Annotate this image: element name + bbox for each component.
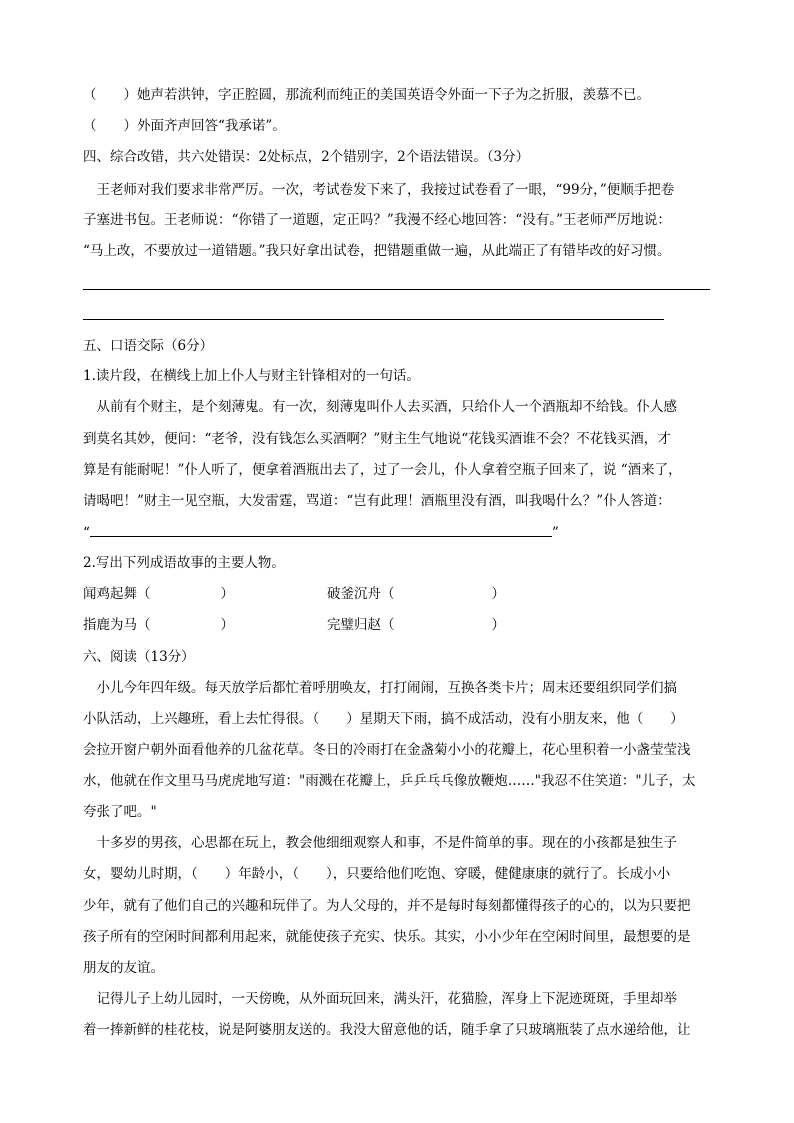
text-line: 王老师对我们要求非常严厉。一次，考试卷发下来了，我接过试卷看了一眼，“99分，”便顺手把卷 <box>83 182 675 198</box>
section-heading: 六、阅读（13分） <box>83 649 195 665</box>
text-line: 着一捧新鲜的桂花枝，说是阿婆朋友送的。我没大留意他的话，随手拿了只玻璃瓶装了点水递给他，让 <box>83 1022 691 1038</box>
close-paren: ） <box>220 586 234 602</box>
idiom-item <box>327 615 505 635</box>
text-line: 请喝吧！”财主一见空瓶，大发雷霆，骂道：“岂有此理！酒瓶里没有酒，叫我喝什么？”仆人答道： <box>83 493 671 509</box>
text-line: 少年，就有了他们自己的兴趣和玩伴了。为人父母的，并不是每时每刻都懂得孩子的心的，以为只要把 <box>83 898 691 914</box>
answer-row <box>83 522 559 543</box>
idiom-item <box>83 584 234 604</box>
text-line: 水，他就在作文里马马虎虎地写道："雨溅在花瓣上，乒乒乓乓像放鞭炮……"我忍不住笑道："儿子，太 <box>83 773 696 789</box>
idiom-label: 完璧归赵（ <box>327 617 395 633</box>
question-title: 2.写出下列成语故事的主要人物。 <box>83 555 285 571</box>
text-line: 小儿今年四年级。每天放学后都忙着呼朋唤友，打打闹闹，互换各类卡片；周末还要组织同学们搞 <box>83 680 677 696</box>
answer-line[interactable] <box>83 289 710 290</box>
text-line: （ ）她声若洪钟，字正腔圆，那流利而纯正的美国英语令外面一下子为之折服，羡慕不已。 <box>83 87 650 103</box>
text-line: 小队活动，上兴趣班，看上去忙得很。（ ）星期天下雨，搞不成活动，没有小朋友来，他（ ） <box>83 711 684 727</box>
text-line: 子塞进书包。王老师说：“你错了一道题，定正吗？”我漫不经心地回答：“没有。”王老师严厉地说： <box>83 212 671 228</box>
idiom-label: 指鹿为马（ <box>83 617 151 633</box>
text-line: 从前有个财主，是个刻薄鬼。有一次，刻薄鬼叫仆人去买酒，只给仆人一个酒瓶却不给钱。仆人感 <box>83 399 677 415</box>
idiom-label: 闻鸡起舞（ <box>83 586 151 602</box>
text-line: 夸张了吧。" <box>83 804 157 820</box>
idiom-item <box>327 584 505 604</box>
text-line: 到莫名其妙，便问：“老爷，没有钱怎么买酒啊？”财主生气地说“花钱买酒谁不会？不花钱买酒，才 <box>83 431 671 447</box>
text-line: 女，婴幼儿时期，（ ）年龄小，（ ），只要给他们吃饱、穿暖，健健康康的就行了。长成小小 <box>83 866 671 882</box>
text-line: 会拉开窗户朝外面看他养的几盆花草。冬日的冷雨打在金盏菊小小的花瓣上，花心里积着一小盏莹莹浅 <box>83 742 691 758</box>
text-line: 朋友的友谊。 <box>83 960 164 976</box>
text-line: “马上改，不要放过一道错题。”我只好拿出试卷，把错题重做一遍，从此端正了有错毕改的好习惯。 <box>83 243 671 259</box>
question-title: 1.读片段，在横线上加上仆人与财主针锋相对的一句话。 <box>83 368 420 384</box>
text-line: （ ）外面齐声回答“我承诺”。 <box>83 118 286 134</box>
answer-line[interactable] <box>83 319 664 320</box>
idiom-item <box>83 615 234 635</box>
fill-in-line[interactable] <box>90 522 552 537</box>
section-heading: 四、综合改错，共六处错误：2处标点，2个错别字，2个语法错误。（3分） <box>83 149 530 165</box>
close-paren: ） <box>491 586 505 602</box>
close-paren: ） <box>491 617 505 633</box>
idiom-label: 破釜沉舟（ <box>327 586 395 602</box>
close-paren: ） <box>220 617 234 633</box>
text-line: 算是有能耐呢！”仆人听了，便拿着酒瓶出去了，过了一会儿，仆人拿着空瓶子回来了，说 “酒来了， <box>83 462 682 478</box>
text-line: 十多岁的男孩，心思都在玩上，教会他细细观察人和事，不是件简单的事。现在的小孩都是独生子 <box>83 835 677 851</box>
open-quote: “ <box>83 525 90 541</box>
text-line: 孩子所有的空闲时间都利用起来，就能使孩子充实、快乐。其实，小小少年在空闲时间里，最想要的是 <box>83 929 691 945</box>
close-quote: ” <box>551 525 559 541</box>
text-line: 记得儿子上幼儿园时，一天傍晚，从外面玩回来，满头汗，花猫脸，浑身上下泥迹斑斑，手里却举 <box>83 991 677 1007</box>
section-heading: 五、口语交际（6分） <box>83 338 214 354</box>
